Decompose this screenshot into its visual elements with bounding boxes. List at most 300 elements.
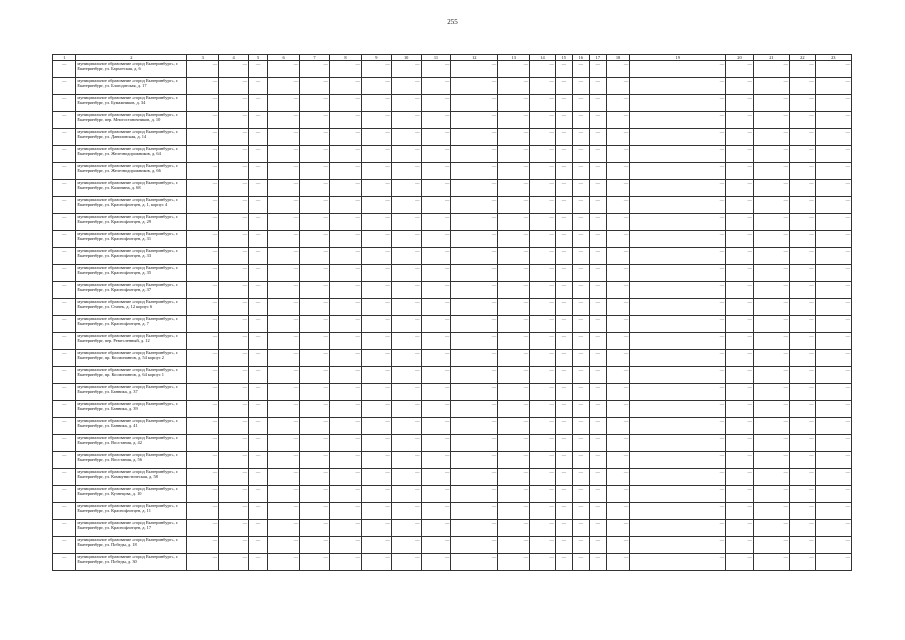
- value-cell: —: [329, 197, 361, 214]
- column-header: 13: [498, 55, 530, 61]
- value-cell: —: [219, 503, 249, 520]
- address-cell: муниципальное образование «город Екатеринбург», г. Екатеринбург, ул. Восстания, д. 56: [76, 452, 187, 469]
- value-cell: —: [753, 469, 789, 486]
- value-cell: —: [555, 350, 572, 367]
- value-cell: —: [589, 452, 606, 469]
- value-cell: —: [268, 265, 300, 282]
- value-cell: —: [219, 146, 249, 163]
- value-cell: —: [498, 520, 530, 537]
- address-street: ул. Банника, д. 39: [104, 406, 138, 412]
- value-cell: —: [187, 537, 219, 554]
- value-cell: —: [329, 350, 361, 367]
- value-cell: —: [572, 469, 589, 486]
- value-cell: —: [630, 146, 726, 163]
- column-header: 11: [421, 55, 451, 61]
- value-cell: —: [630, 95, 726, 112]
- value-cell: —: [361, 418, 391, 435]
- value-cell: —: [268, 180, 300, 197]
- value-cell: —: [361, 333, 391, 350]
- value-cell: —: [555, 180, 572, 197]
- value-cell: —: [790, 299, 816, 316]
- value-cell: —: [572, 486, 589, 503]
- value-cell: —: [451, 163, 498, 180]
- table-row: [53, 95, 852, 112]
- value-cell: —: [248, 248, 267, 265]
- column-header: 14: [530, 55, 556, 61]
- value-cell: —: [530, 180, 556, 197]
- value-cell: —: [753, 197, 789, 214]
- address-street: ул. Краснофлотцев, д. 29: [104, 219, 152, 225]
- value-cell: —: [329, 537, 361, 554]
- row-id-cell: —: [53, 554, 76, 571]
- value-cell: —: [187, 435, 219, 452]
- value-cell: —: [530, 554, 556, 571]
- value-cell: —: [451, 129, 498, 146]
- value-cell: —: [361, 112, 391, 129]
- value-cell: —: [815, 537, 851, 554]
- value-cell: —: [451, 452, 498, 469]
- value-cell: —: [790, 265, 816, 282]
- value-cell: —: [329, 265, 361, 282]
- address-street: ул. Банника, д. 37: [104, 389, 138, 395]
- value-cell: —: [268, 95, 300, 112]
- value-cell: —: [268, 367, 300, 384]
- row-id-cell: —: [53, 95, 76, 112]
- value-cell: —: [329, 401, 361, 418]
- value-cell: —: [726, 452, 754, 469]
- table-row: [53, 384, 852, 401]
- value-cell: —: [421, 95, 451, 112]
- value-cell: —: [248, 401, 267, 418]
- value-cell: —: [815, 486, 851, 503]
- value-cell: —: [555, 163, 572, 180]
- address-cell: муниципальное образование «город Екатеринбург», г. Екатеринбург, ул. Краснофлотцев, д. 37: [76, 282, 187, 299]
- value-cell: —: [329, 299, 361, 316]
- value-cell: —: [187, 452, 219, 469]
- value-cell: —: [572, 418, 589, 435]
- address-prefix: муниципальное образование «город Екатеринбург», г. Екатеринбург: [77, 554, 179, 565]
- value-cell: —: [572, 520, 589, 537]
- value-cell: —: [421, 401, 451, 418]
- value-cell: —: [530, 435, 556, 452]
- value-cell: —: [589, 95, 606, 112]
- row-id-cell: —: [53, 367, 76, 384]
- value-cell: —: [300, 333, 330, 350]
- address-prefix: муниципальное образование «город Екатеринбург», г. Екатеринбург: [77, 112, 179, 123]
- value-cell: —: [530, 146, 556, 163]
- value-cell: —: [268, 333, 300, 350]
- value-cell: —: [790, 486, 816, 503]
- address-cell: муниципальное образование «город Екатеринбург», г. Екатеринбург, пер. Многостаночников, д. 10: [76, 112, 187, 129]
- value-cell: —: [753, 503, 789, 520]
- value-cell: —: [391, 537, 421, 554]
- address-street: ул. Краснофлотцев, д. 1, корпус 4: [104, 202, 168, 208]
- value-cell: —: [187, 180, 219, 197]
- value-cell: —: [187, 299, 219, 316]
- value-cell: —: [630, 418, 726, 435]
- value-cell: —: [248, 95, 267, 112]
- value-cell: —: [726, 554, 754, 571]
- register-table-wrap: [52, 54, 852, 571]
- address-cell: муниципальное образование «город Екатеринбург», г. Екатеринбург, ул. Краснофлотцев, д. 1, корпус 4: [76, 197, 187, 214]
- register-table: [52, 54, 852, 571]
- address-street: ул. Даниловская, д. 14: [104, 134, 147, 140]
- value-cell: —: [329, 520, 361, 537]
- value-cell: —: [815, 299, 851, 316]
- value-cell: —: [451, 180, 498, 197]
- value-cell: —: [555, 282, 572, 299]
- value-cell: —: [530, 265, 556, 282]
- value-cell: —: [391, 197, 421, 214]
- address-prefix: муниципальное образование «город Екатеринбург», г. Екатеринбург: [77, 452, 179, 463]
- value-cell: —: [753, 78, 789, 95]
- value-cell: —: [248, 452, 267, 469]
- value-cell: —: [606, 333, 629, 350]
- address-prefix: муниципальное образование «город Екатеринбург», г. Екатеринбург: [77, 214, 179, 225]
- value-cell: —: [187, 384, 219, 401]
- address-cell: муниципальное образование «город Екатеринбург», г. Екатеринбург, ул. Краснофлотцев, д. 33: [76, 248, 187, 265]
- value-cell: —: [589, 231, 606, 248]
- value-cell: —: [361, 554, 391, 571]
- address-prefix: муниципальное образование «город Екатеринбург», г. Екатеринбург: [77, 401, 179, 412]
- value-cell: —: [815, 197, 851, 214]
- row-id-cell: —: [53, 180, 76, 197]
- value-cell: —: [187, 554, 219, 571]
- value-cell: —: [790, 112, 816, 129]
- value-cell: —: [391, 282, 421, 299]
- value-cell: —: [815, 520, 851, 537]
- address-cell: муниципальное образование «город Екатеринбург», г. Екатеринбург, ул. Банника, д. 41: [76, 418, 187, 435]
- value-cell: —: [268, 418, 300, 435]
- value-cell: —: [329, 61, 361, 78]
- value-cell: —: [451, 231, 498, 248]
- value-cell: —: [391, 112, 421, 129]
- value-cell: —: [589, 350, 606, 367]
- value-cell: —: [421, 520, 451, 537]
- value-cell: —: [815, 95, 851, 112]
- value-cell: —: [361, 146, 391, 163]
- value-cell: —: [530, 214, 556, 231]
- value-cell: —: [815, 435, 851, 452]
- value-cell: —: [329, 214, 361, 231]
- value-cell: —: [530, 231, 556, 248]
- value-cell: —: [248, 469, 267, 486]
- value-cell: —: [219, 248, 249, 265]
- value-cell: —: [790, 554, 816, 571]
- row-id-cell: —: [53, 418, 76, 435]
- value-cell: —: [753, 350, 789, 367]
- value-cell: —: [572, 214, 589, 231]
- row-id-cell: —: [53, 435, 76, 452]
- value-cell: —: [300, 401, 330, 418]
- value-cell: —: [451, 554, 498, 571]
- value-cell: —: [753, 520, 789, 537]
- value-cell: —: [361, 384, 391, 401]
- value-cell: —: [219, 61, 249, 78]
- value-cell: —: [219, 384, 249, 401]
- value-cell: —: [630, 367, 726, 384]
- value-cell: —: [248, 112, 267, 129]
- value-cell: —: [187, 520, 219, 537]
- value-cell: —: [606, 299, 629, 316]
- address-prefix: муниципальное образование «город Екатеринбург», г. Екатеринбург: [77, 469, 179, 480]
- value-cell: —: [530, 401, 556, 418]
- value-cell: —: [268, 401, 300, 418]
- value-cell: —: [726, 265, 754, 282]
- value-cell: —: [498, 486, 530, 503]
- value-cell: —: [421, 146, 451, 163]
- value-cell: —: [219, 163, 249, 180]
- value-cell: —: [187, 350, 219, 367]
- value-cell: —: [361, 129, 391, 146]
- value-cell: —: [815, 146, 851, 163]
- value-cell: —: [555, 486, 572, 503]
- value-cell: —: [421, 367, 451, 384]
- value-cell: —: [451, 367, 498, 384]
- value-cell: —: [451, 469, 498, 486]
- value-cell: —: [329, 95, 361, 112]
- value-cell: —: [187, 197, 219, 214]
- value-cell: —: [361, 61, 391, 78]
- value-cell: —: [498, 299, 530, 316]
- value-cell: —: [815, 248, 851, 265]
- table-row: [53, 401, 852, 418]
- value-cell: —: [726, 316, 754, 333]
- table-row: [53, 469, 852, 486]
- address-prefix: муниципальное образование «город Екатеринбург», г. Екатеринбург: [77, 384, 179, 395]
- value-cell: —: [421, 197, 451, 214]
- value-cell: —: [248, 418, 267, 435]
- value-cell: —: [268, 520, 300, 537]
- value-cell: —: [606, 248, 629, 265]
- value-cell: —: [589, 537, 606, 554]
- value-cell: —: [268, 452, 300, 469]
- table-row: [53, 282, 852, 299]
- address-street: ул. Краснофлотцев, д. 31: [104, 236, 152, 242]
- value-cell: —: [187, 367, 219, 384]
- value-cell: —: [248, 333, 267, 350]
- value-cell: —: [248, 537, 267, 554]
- column-header: 17: [589, 55, 606, 61]
- value-cell: —: [268, 146, 300, 163]
- value-cell: —: [451, 316, 498, 333]
- value-cell: —: [589, 61, 606, 78]
- address-prefix: муниципальное образование «город Екатеринбург», г. Екатеринбург: [77, 435, 179, 446]
- value-cell: —: [300, 452, 330, 469]
- value-cell: —: [219, 299, 249, 316]
- value-cell: —: [300, 384, 330, 401]
- value-cell: —: [572, 401, 589, 418]
- table-row: [53, 316, 852, 333]
- value-cell: —: [498, 112, 530, 129]
- value-cell: —: [726, 112, 754, 129]
- value-cell: —: [361, 231, 391, 248]
- column-header: 4: [219, 55, 249, 61]
- value-cell: —: [555, 554, 572, 571]
- value-cell: —: [498, 248, 530, 265]
- address-prefix: муниципальное образование «город Екатеринбург», г. Екатеринбург: [77, 537, 179, 548]
- value-cell: —: [391, 265, 421, 282]
- value-cell: —: [498, 452, 530, 469]
- table-row: [53, 503, 852, 520]
- value-cell: —: [219, 316, 249, 333]
- value-cell: —: [630, 282, 726, 299]
- table-row: [53, 197, 852, 214]
- value-cell: —: [391, 333, 421, 350]
- value-cell: —: [555, 537, 572, 554]
- value-cell: —: [391, 231, 421, 248]
- address-street: ул. Стачек, д. 12 корпус 6: [104, 304, 153, 310]
- value-cell: —: [753, 163, 789, 180]
- value-cell: —: [753, 333, 789, 350]
- value-cell: —: [753, 214, 789, 231]
- value-cell: —: [589, 435, 606, 452]
- value-cell: —: [815, 163, 851, 180]
- value-cell: —: [300, 248, 330, 265]
- value-cell: —: [630, 316, 726, 333]
- address-street: ул. Краснофлотцев, д. 7: [104, 321, 149, 327]
- value-cell: —: [219, 418, 249, 435]
- value-cell: —: [187, 95, 219, 112]
- value-cell: —: [187, 418, 219, 435]
- value-cell: —: [219, 554, 249, 571]
- address-cell: муниципальное образование «город Екатеринбург», г. Екатеринбург, ул. Калинина, д. 68: [76, 180, 187, 197]
- value-cell: —: [753, 299, 789, 316]
- value-cell: —: [606, 486, 629, 503]
- value-cell: —: [530, 452, 556, 469]
- value-cell: —: [451, 384, 498, 401]
- value-cell: —: [391, 503, 421, 520]
- value-cell: —: [726, 248, 754, 265]
- value-cell: —: [790, 61, 816, 78]
- value-cell: —: [248, 520, 267, 537]
- value-cell: —: [498, 163, 530, 180]
- value-cell: —: [219, 180, 249, 197]
- value-cell: —: [589, 333, 606, 350]
- value-cell: —: [555, 146, 572, 163]
- value-cell: —: [300, 78, 330, 95]
- value-cell: —: [268, 197, 300, 214]
- value-cell: —: [790, 282, 816, 299]
- value-cell: —: [391, 401, 421, 418]
- value-cell: —: [421, 282, 451, 299]
- address-prefix: муниципальное образование «город Екатеринбург», г. Екатеринбург: [77, 367, 179, 378]
- value-cell: —: [498, 231, 530, 248]
- value-cell: —: [606, 265, 629, 282]
- value-cell: —: [300, 214, 330, 231]
- value-cell: —: [815, 265, 851, 282]
- value-cell: —: [300, 197, 330, 214]
- value-cell: —: [391, 384, 421, 401]
- value-cell: —: [268, 486, 300, 503]
- row-id-cell: —: [53, 520, 76, 537]
- address-street: ул. Восстания, д. 56: [104, 457, 142, 463]
- value-cell: —: [572, 537, 589, 554]
- value-cell: —: [219, 452, 249, 469]
- column-header: 23: [815, 55, 851, 61]
- address-street: ул. Коммунистическая, д. 58: [104, 474, 158, 480]
- value-cell: —: [300, 129, 330, 146]
- value-cell: —: [530, 78, 556, 95]
- value-cell: —: [391, 299, 421, 316]
- address-cell: муниципальное образование «город Екатеринбург», г. Екатеринбург, ул. Краснофлотцев, д. 31: [76, 231, 187, 248]
- value-cell: —: [589, 469, 606, 486]
- column-header: 16: [572, 55, 589, 61]
- value-cell: —: [555, 231, 572, 248]
- value-cell: —: [589, 129, 606, 146]
- address-cell: муниципальное образование «город Екатеринбург», г. Екатеринбург, ул. Победы, д. 30: [76, 554, 187, 571]
- value-cell: —: [300, 520, 330, 537]
- value-cell: —: [451, 61, 498, 78]
- value-cell: —: [391, 520, 421, 537]
- value-cell: —: [530, 299, 556, 316]
- value-cell: —: [726, 418, 754, 435]
- value-cell: —: [530, 129, 556, 146]
- value-cell: —: [530, 61, 556, 78]
- value-cell: —: [530, 282, 556, 299]
- table-row: [53, 231, 852, 248]
- column-header: 1: [53, 55, 76, 61]
- value-cell: —: [606, 418, 629, 435]
- value-cell: —: [815, 367, 851, 384]
- value-cell: —: [219, 231, 249, 248]
- value-cell: —: [589, 299, 606, 316]
- value-cell: —: [555, 452, 572, 469]
- value-cell: —: [421, 452, 451, 469]
- row-id-cell: —: [53, 197, 76, 214]
- row-id-cell: —: [53, 265, 76, 282]
- value-cell: —: [726, 129, 754, 146]
- value-cell: —: [572, 282, 589, 299]
- address-prefix: муниципальное образование «город Екатеринбург», г. Екатеринбург: [77, 299, 179, 310]
- value-cell: —: [187, 231, 219, 248]
- value-cell: —: [361, 78, 391, 95]
- value-cell: —: [268, 435, 300, 452]
- value-cell: —: [589, 180, 606, 197]
- value-cell: —: [726, 78, 754, 95]
- address-street: ул. Победы, д. 30: [104, 559, 137, 565]
- value-cell: —: [726, 435, 754, 452]
- value-cell: —: [187, 129, 219, 146]
- column-header: 21: [753, 55, 789, 61]
- table-row: [53, 265, 852, 282]
- value-cell: —: [630, 129, 726, 146]
- value-cell: —: [606, 231, 629, 248]
- value-cell: —: [555, 95, 572, 112]
- value-cell: —: [572, 435, 589, 452]
- value-cell: —: [530, 163, 556, 180]
- value-cell: —: [572, 146, 589, 163]
- value-cell: —: [555, 401, 572, 418]
- value-cell: —: [421, 61, 451, 78]
- table-row: [53, 163, 852, 180]
- value-cell: —: [572, 503, 589, 520]
- value-cell: —: [630, 180, 726, 197]
- value-cell: —: [753, 112, 789, 129]
- value-cell: —: [451, 401, 498, 418]
- address-prefix: муниципальное образование «город Екатеринбург», г. Екатеринбург: [77, 197, 179, 208]
- value-cell: —: [606, 452, 629, 469]
- value-cell: —: [391, 129, 421, 146]
- value-cell: —: [361, 486, 391, 503]
- address-prefix: муниципальное образование «город Екатеринбург», г. Екатеринбург: [77, 95, 179, 106]
- value-cell: —: [329, 418, 361, 435]
- value-cell: —: [498, 78, 530, 95]
- value-cell: —: [555, 214, 572, 231]
- address-cell: муниципальное образование «город Екатеринбург», г. Екатеринбург, ул. Железнодорожников, д. 64: [76, 146, 187, 163]
- value-cell: —: [815, 503, 851, 520]
- value-cell: —: [248, 265, 267, 282]
